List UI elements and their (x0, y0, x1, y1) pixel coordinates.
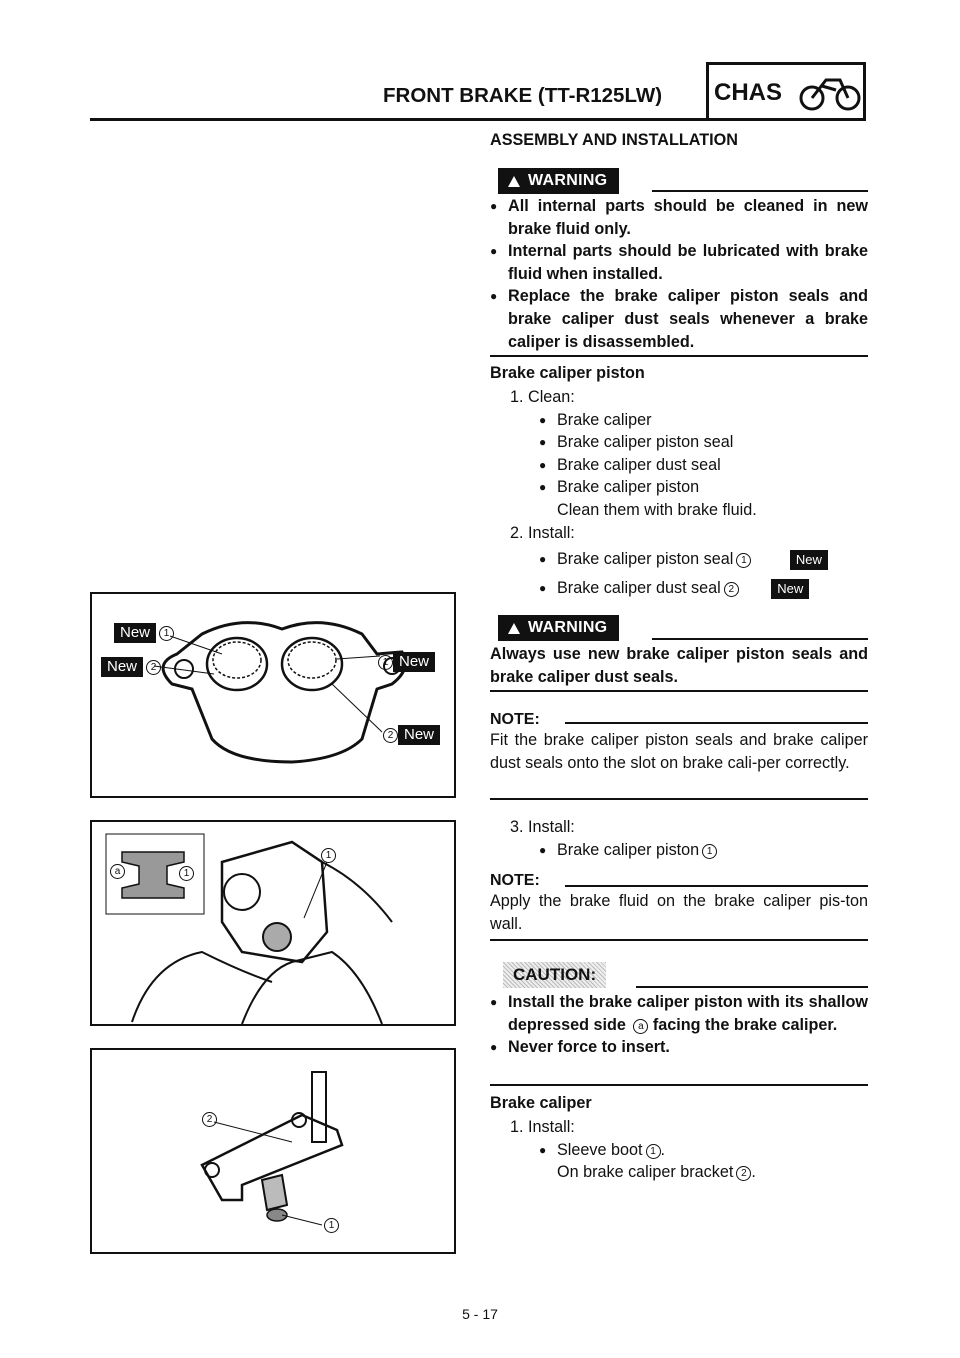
header-rule (90, 118, 866, 121)
caution-badge: CAUTION: (503, 962, 606, 988)
note-1-label: NOTE: (490, 711, 540, 728)
sleeve-boot-illustration (92, 1050, 454, 1252)
warning-item: ● Replace the brake caliper piston seals and brake caliper dust seals whenever a brake caliper is disassembled. (490, 285, 868, 353)
note-2-label: NOTE: (490, 872, 540, 889)
chas-badge-label: CHAS (714, 79, 783, 106)
warning-triangle-icon (508, 176, 520, 187)
new-tag: New (771, 579, 809, 599)
motorcycle-icon (796, 68, 862, 114)
page-number: 5 - 17 (462, 1306, 498, 1322)
page-header-title: FRONT BRAKE (TT-R125LW) (383, 84, 663, 107)
caution-list: ● Install the brake caliper piston with its shallow depressed side a facing the brake caliper. ● Never force to insert. (490, 991, 868, 1059)
warning-item: ● All internal parts should be cleaned in new brake fluid only. (490, 195, 868, 240)
warning-2-text: Always use new brake caliper piston seals and brake caliper dust seals. (490, 645, 868, 686)
warning-badge-2: WARNING (498, 615, 619, 641)
piston-install-illustration (92, 822, 454, 1024)
new-tag: New (790, 550, 828, 570)
piston-steps: 1. Clean: ● Brake caliper ● Brake caliper piston seal ● Brake caliper dust seal ● Brake caliper piston Clean them with brake fluid. 2. Install: ● Brake caliper piston seal 1 New ● Brake caliper dust seal 2 New (510, 386, 860, 599)
piston-title: Brake caliper piston (490, 364, 645, 382)
caliper-steps: 1. Install: ● Sleeve boot 1 . On brake caliper bracket 2 . (510, 1116, 860, 1184)
note-2-text: Apply the brake fluid on the brake caliper pis-ton wall. (490, 892, 868, 933)
section-title: ASSEMBLY AND INSTALLATION (490, 131, 738, 149)
warning-badge-1: WARNING (498, 168, 619, 194)
figure-sleeve-boot (90, 1048, 456, 1254)
caliper-title: Brake caliper (490, 1094, 592, 1112)
step-3: 3. Install: ● Brake caliper piston 1 (510, 816, 860, 861)
note-1-text: Fit the brake caliper piston seals and brake caliper dust seals onto the slot on brake cali-per correctly. (490, 731, 868, 772)
warning-triangle-icon (508, 623, 520, 634)
warning-item: ● Internal parts should be lubricated with brake fluid when installed. (490, 240, 868, 285)
warning-1-list (490, 195, 868, 353)
figure-piston-install (90, 820, 456, 1026)
